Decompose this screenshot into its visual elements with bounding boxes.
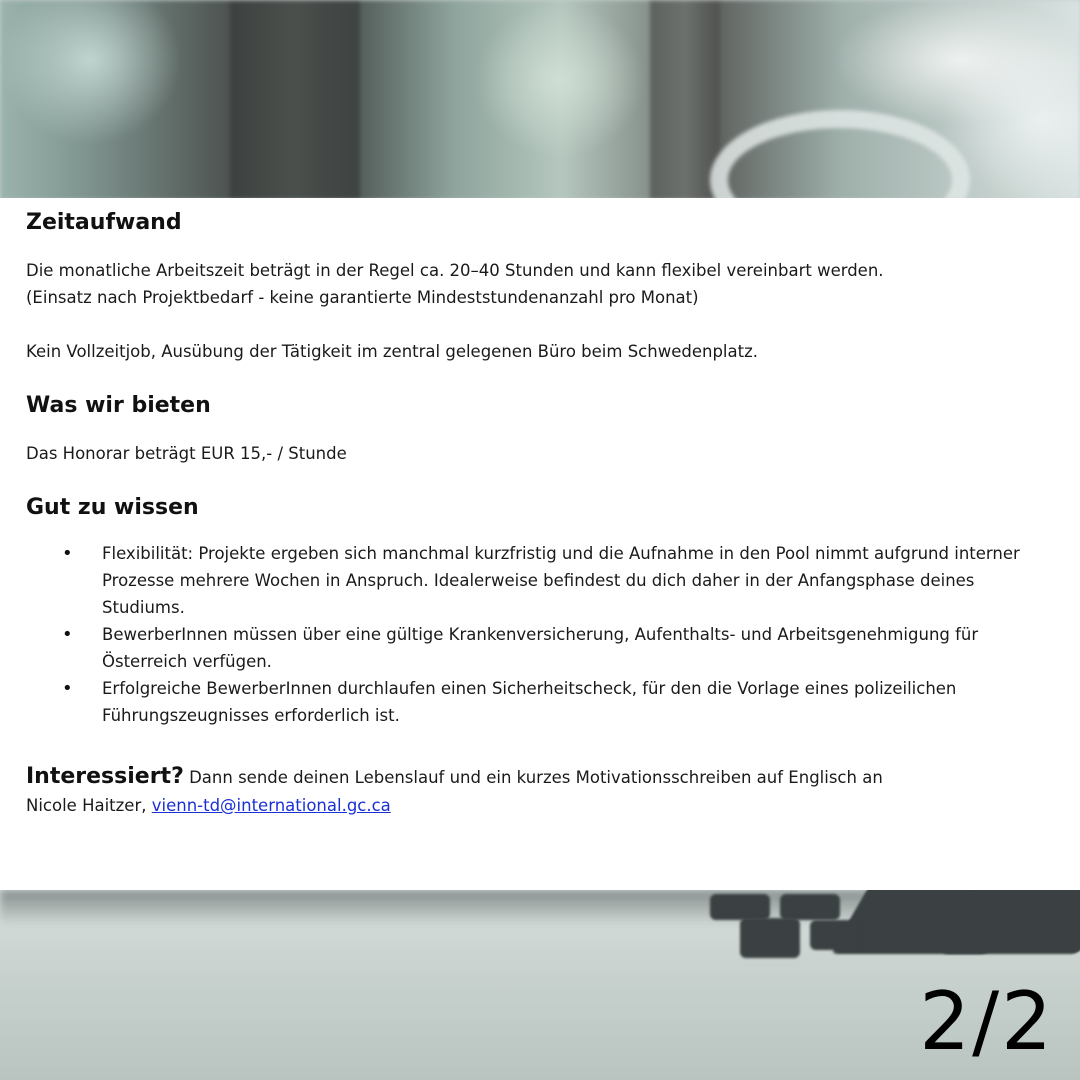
background-photo-bottom bbox=[0, 890, 1080, 1080]
honorar-text: Das Honorar beträgt EUR 15,- / Stunde bbox=[26, 444, 347, 463]
info-bullet-list bbox=[26, 540, 1056, 729]
call-to-action bbox=[26, 763, 1056, 820]
bullet-item: • Erfolgreiche BewerberInnen durchlaufen einen Sicherheitscheck, für den die Vorlage eines polizeilichen Führungszeugnisses erforderlich ist. bbox=[26, 675, 1056, 729]
section-title-zeitaufwand: Zeitaufwand bbox=[26, 210, 182, 235]
email-link[interactable]: vienn-td@international.gc.ca bbox=[151, 796, 391, 815]
zeitaufwand-line-1: Die monatliche Arbeitszeit beträgt in der Regel ca. 20–40 Stunden und kann flexibel vereinbart werden. bbox=[26, 261, 884, 280]
section-title-was-wir-bieten: Was wir bieten bbox=[26, 393, 211, 418]
bullet-item: • Flexibilität: Projekte ergeben sich manchmal kurzfristig und die Aufnahme in den Pool nimmt aufgrund interner Prozesse mehrere Wochen in Anspruch. Idealerweise befindest du dich daher in der Anfangsphase deines Studiums. bbox=[26, 540, 1056, 621]
page-counter: 2/2 bbox=[919, 975, 1054, 1068]
zeitaufwand-line-2: (Einsatz nach Projektbedarf - keine garantierte Mindeststundenanzahl pro Monat) bbox=[26, 288, 699, 307]
cta-heading: Interessiert? bbox=[26, 764, 184, 789]
section-title-gut-zu-wissen: Gut zu wissen bbox=[26, 495, 199, 520]
contact-name: Nicole Haitzer, bbox=[26, 796, 152, 815]
zeitaufwand-line-3: Kein Vollzeitjob, Ausübung der Tätigkeit im zentral gelegenen Büro beim Schwedenplatz. bbox=[26, 342, 758, 361]
background-photo-top bbox=[0, 0, 1080, 200]
document-card bbox=[0, 198, 1080, 890]
cta-text: Dann sende deinen Lebenslauf und ein kurzes Motivationsschreiben auf Englisch an bbox=[183, 768, 883, 787]
bullet-item: • BewerberInnen müssen über eine gültige Krankenversicherung, Aufenthalts- und Arbeitsgenehmigung für Österreich verfügen. bbox=[26, 621, 1056, 675]
